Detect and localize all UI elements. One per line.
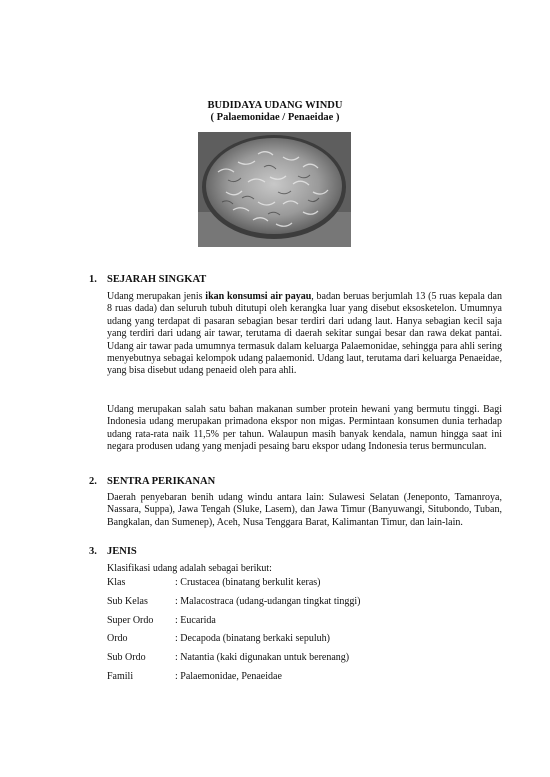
classification-rank: Super Ordo: [107, 615, 154, 626]
paragraph-text: Udang merupakan jenis: [107, 291, 206, 302]
classification-rank: Sub Kelas: [107, 596, 148, 607]
document-title: BUDIDAYA UDANG WINDU: [207, 100, 343, 111]
classification-rank: Sub Ordo: [107, 652, 146, 663]
classification-value: : Eucarida: [175, 615, 216, 626]
classification-value: : Crustacea (binatang berkulit keras): [175, 577, 321, 588]
classification-value: : Palaemonidae, Penaeidae: [175, 671, 282, 682]
classification-value: : Malacostraca (udang-udangan tingkat tinggi): [175, 596, 361, 607]
section-2-number: 2.: [89, 476, 97, 487]
section-3-number: 3.: [89, 546, 97, 557]
section-1-number: 1.: [89, 274, 97, 285]
section-1-heading: SEJARAH SINGKAT: [107, 274, 207, 285]
section-1-paragraph-2: [107, 404, 502, 454]
section-3-intro: Klasifikasi udang adalah sebagai berikut:: [107, 563, 272, 574]
paragraph-text: Udang merupakan salah satu bahan makanan sumber protein hewani yang bermutu tinggi. Bagi Indonesia udang merupakan primadona ekspor non migas. Permintaan konsumen dunia terhadap udang rata-rata naik 11,5% per tahun. Walaupun masih banyak kendala, namun hingga saat ini negara produsen udang yang menjadi pesaing baru ekspor udang Indonesia terus bermunculan.: [107, 404, 502, 453]
section-2-heading: SENTRA PERIKANAN: [107, 476, 216, 487]
shrimp-basket-image: [198, 132, 351, 247]
classification-rank: Famili: [107, 671, 134, 682]
classification-rank: Klas: [107, 577, 126, 588]
classification-rank: Ordo: [107, 633, 128, 644]
section-1-paragraph-1: [107, 291, 502, 378]
section-2-paragraph: [107, 492, 502, 529]
bold-term: ikan konsumsi air payau: [205, 291, 312, 302]
shrimp-basket-photo: [198, 132, 351, 247]
classification-value: : Natantia (kaki digunakan untuk berenang): [175, 652, 350, 663]
document-subtitle: ( Palaemonidae / Penaeidae ): [210, 112, 340, 123]
section-3-heading: JENIS: [107, 546, 137, 557]
paragraph-text: , badan beruas berjumlah 13 (5 ruas kepala dan 8 ruas dada) dan seluruh tubuh ditutupi oleh kerangka luar yang disebut eksosketelon. Umumnya udang yang terdapat di pasaran sebagian besar terdiri dari udang laut. Hanya sebagian kecil saja yang terdiri dari udang air tawar, terutama di daerah sekitar sungai besar dan rawa dekat pantai. Udang air tawar pada umumnya termasuk dalam keluarga Palaemonidae, sehingga para ahli sering menyebutnya sebagai kelompok udang palaemonid. Udang laut, terutama dari keluarga Penaeidae, yang bisa disebut udang penaeid oleh para ahli.: [107, 291, 502, 377]
classification-value: : Decapoda (binatang berkaki sepuluh): [175, 633, 330, 644]
paragraph-text: Daerah penyebaran benih udang windu antara lain: Sulawesi Selatan (Jeneponto, Tamanroya, Nassara, Suppa), Jawa Tengah (Sluke, Lasem), dan Jawa Timur (Banyuwangi, Situbondo, Tuban, Bangkalan, dan Sumenep), Aceh, Nusa Tenggara Barat, Kalimantan Timur, dan lain-lain.: [107, 492, 502, 528]
